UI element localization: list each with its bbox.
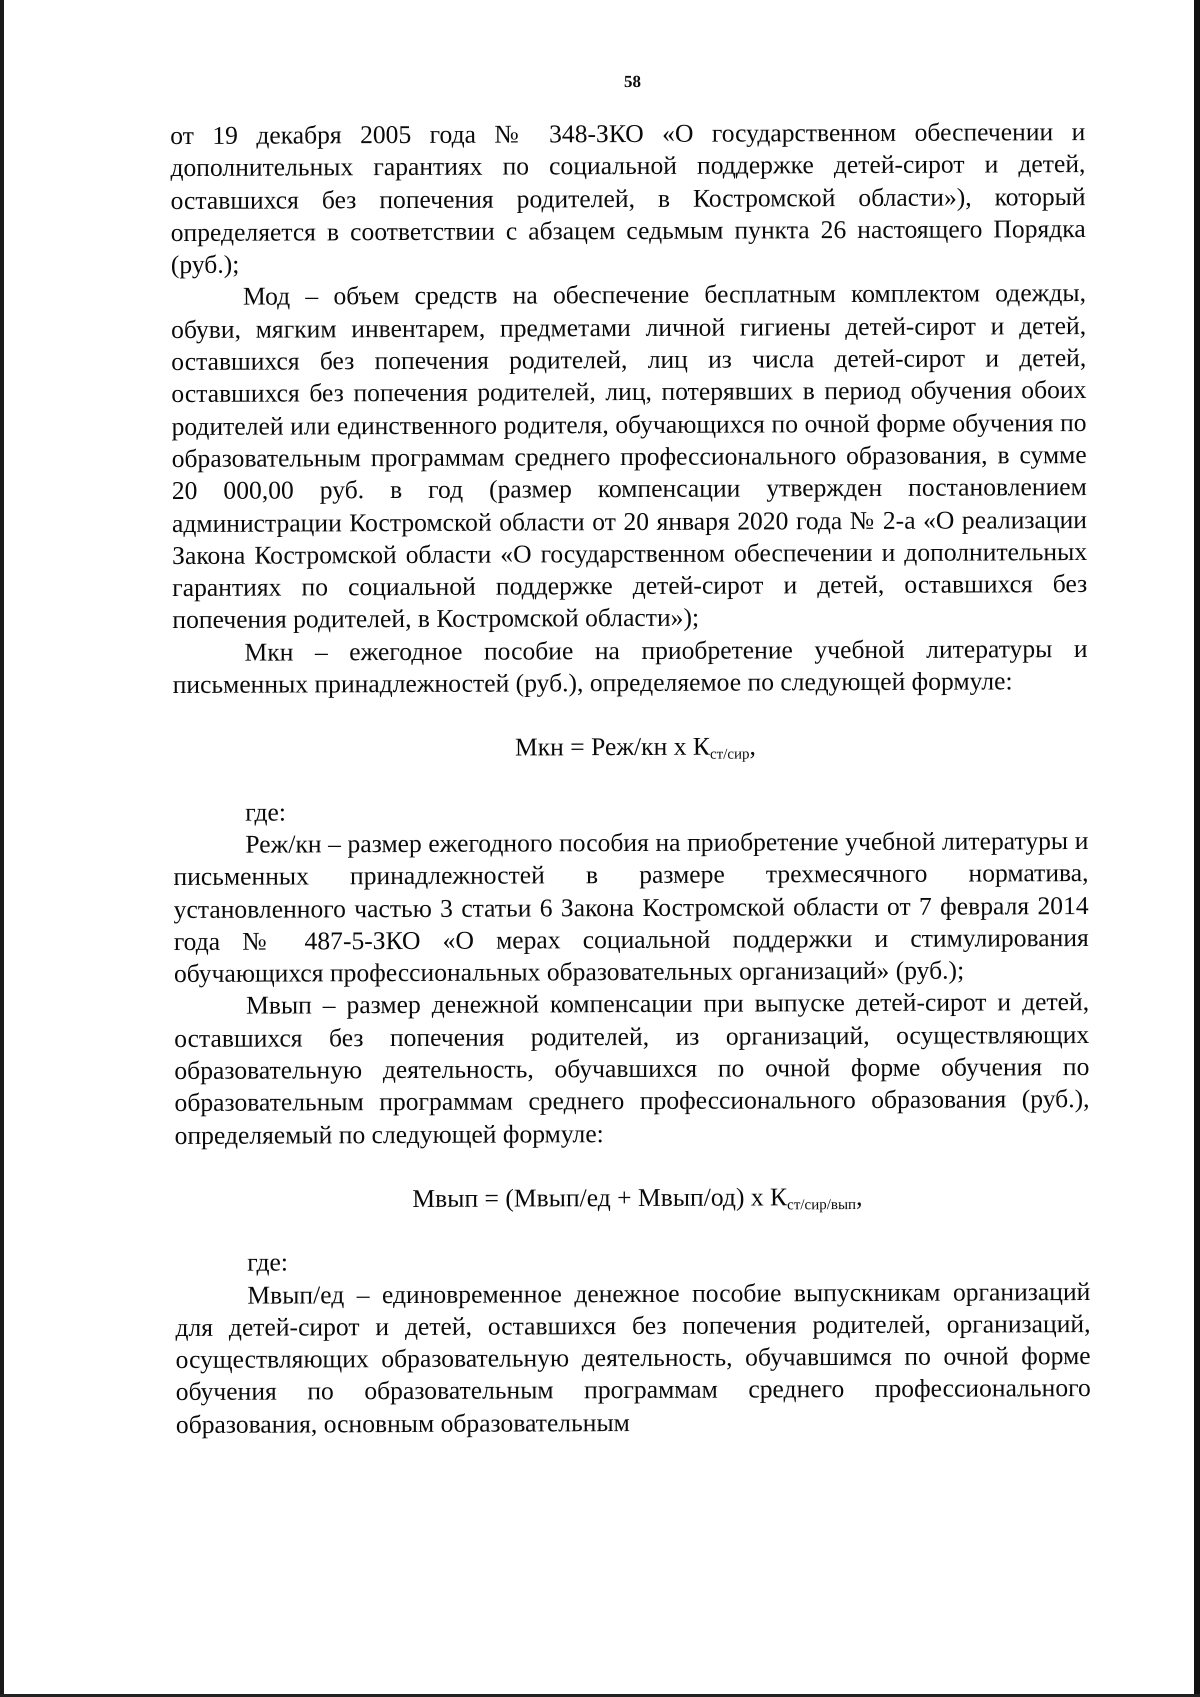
formula-mvyp-subscript: ст/сир/вып — [787, 1196, 857, 1214]
paragraph-mod-definition: Мод – объем средств на обеспечение бесплатным комплектом одежды, обуви, мягким инвентарем, предметами личной гигиены детей-сирот и детей, оставшихся без попечения родителей, лиц из числа детей-сирот и детей, оставшихся без попечения родителей, лиц, потерявших в период обучения обоих родителей или единственного родителя, обучающихся по очной форме обучения по образовательным программам среднего профессионального образования, в сумме 20 000,00 руб. в год (размер компенсации утвержден постановлением администрации Костромской области от 20 января 2020 года № 2-а «О реализации Закона Костромской области «О государственном обеспечении и дополнительных гарантиях по социальной поддержке детей-сирот и детей, оставшихся без попечения родителей, в Костромской области»); — [171, 278, 1088, 635]
paragraph-law-reference: от 19 декабря 2005 года № 348-ЗКО «О государственном обеспечении и дополнительных гарантиях по социальной поддержке детей-сирот и детей, оставшихся без попечения родителей, в Костромской области»), который определяется в соответствии с абзацем седьмым пункта 26 настоящего Порядка (руб.); — [170, 117, 1086, 280]
paragraph-mvyp-ed-definition: Мвып/ед – единовременное денежное пособие выпускникам организаций для детей-сирот и детей, оставшихся без попечения родителей, организаций, осуществляющих образовательную деятельность, обучавшимся по очной форме обучения по образовательным программам среднего профессионального образования, основным образовательным — [175, 1276, 1091, 1439]
paragraph-mvyp-definition: Мвып – размер денежной компенсации при выпуске детей-сирот и детей, оставшихся без попечения родителей, из организаций, осуществляющих образовательную деятельность, обучавшихся по очной форме обучения по образовательным программам среднего профессионального образования (руб.), определяемый по следующей формуле: — [174, 987, 1090, 1150]
scan-edge-left — [0, 0, 4, 1697]
paragraph-mkn-definition: Мкн – ежегодное пособие на приобретение учебной литературы и письменных принадлежностей (руб.), определяемое по следующей формуле: — [172, 633, 1088, 700]
document-body — [170, 70, 1091, 1441]
paragraph-rezh-kn-definition: Реж/кн – размер ежегодного пособия на приобретение учебной литературы и письменных принадлежностей в размере трехмесячного норматива, установленного частью 3 статьи 6 Закона Костромской области от 7 февраля 2014 года № 487-5-ЗКО «О мерах социальной поддержки и стимулирования обучающихся профессиональных образовательных организаций» (руб.); — [173, 825, 1089, 989]
formula-mkn — [173, 729, 1088, 765]
formula-mkn-subscript: ст/сир — [709, 746, 750, 763]
formula-mvyp — [175, 1180, 1090, 1216]
where-label: где: — [247, 1247, 288, 1277]
page-number: 58 — [623, 71, 642, 92]
where-label: где: — [245, 797, 287, 827]
formula-mkn-tail: , — [749, 731, 756, 761]
formula-mkn-main: Мкн = Реж/кн х К — [514, 731, 710, 762]
formula-mvyp-main: Мвып = (Мвып/ед + Мвып/од) х К — [412, 1182, 788, 1213]
scan-edge-right — [1194, 0, 1200, 1697]
formula-mvyp-tail: , — [855, 1181, 863, 1211]
